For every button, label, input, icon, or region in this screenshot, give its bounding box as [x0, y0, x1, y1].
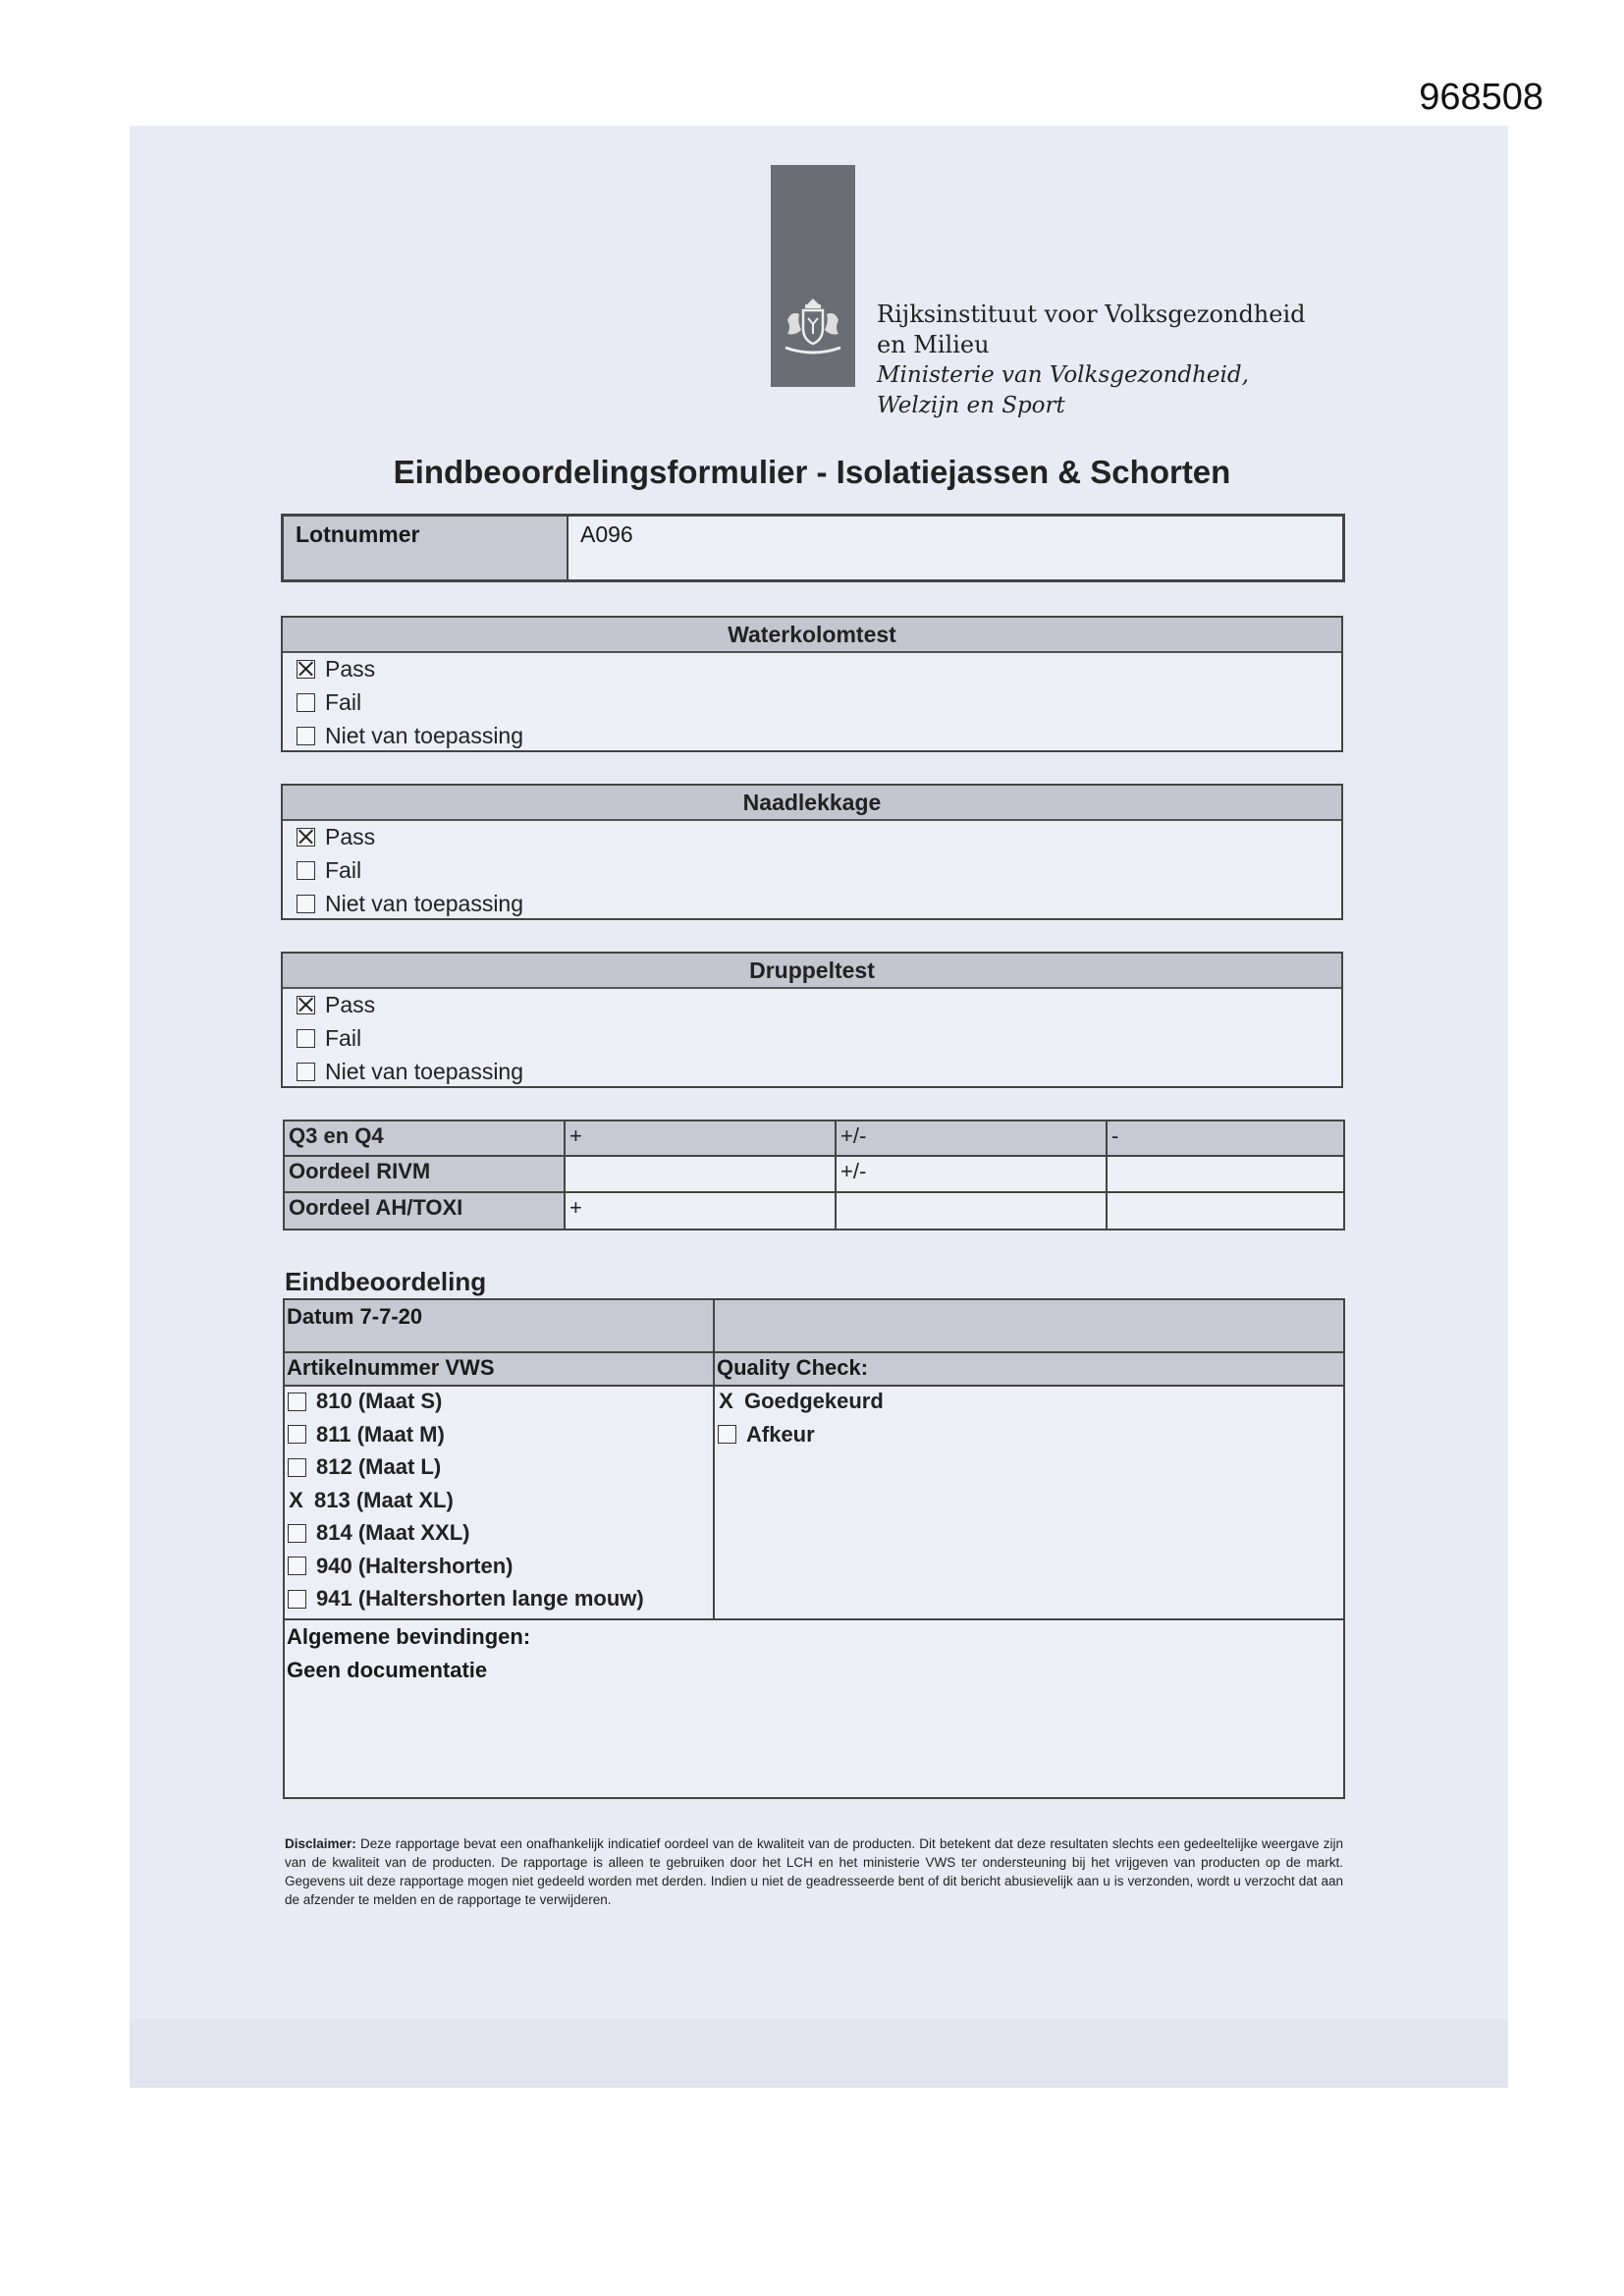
- datum-row: [285, 1300, 1343, 1353]
- test-header: Waterkolomtest: [283, 618, 1341, 653]
- form-title: Eindbeoordelingsformulier - Isolatiejassen & Schorten: [393, 454, 1231, 490]
- checkbox-empty-icon: [288, 1524, 306, 1543]
- option-label: Fail: [325, 689, 362, 715]
- bevindingen-divider: [285, 1618, 1343, 1620]
- option-label: Niet van toepassing: [325, 891, 524, 916]
- lot-label: Lotnummer: [296, 521, 420, 547]
- oordeel-row-label: Q3 en Q4: [283, 1120, 566, 1157]
- option-label: Pass: [325, 824, 376, 849]
- bevindingen-label: Algemene bevindingen:: [287, 1624, 531, 1649]
- document-number: 968508: [1419, 77, 1543, 118]
- oordeel-cell: +: [564, 1191, 837, 1230]
- checkbox-empty-icon: [718, 1425, 736, 1444]
- option-label: Fail: [325, 1025, 362, 1051]
- list-item: [288, 1454, 441, 1480]
- item-label: 812 (Maat L): [316, 1454, 442, 1479]
- option-nvt: [297, 1059, 523, 1085]
- item-label: 940 (Haltershorten): [316, 1553, 514, 1578]
- org-line-2: en Milieu: [877, 331, 990, 358]
- option-label: Pass: [325, 992, 376, 1017]
- item-label: 811 (Maat M): [316, 1421, 445, 1447]
- crest-icon: [778, 291, 848, 361]
- option-label: Niet van toepassing: [325, 1059, 524, 1084]
- oordeel-cell: [564, 1155, 837, 1193]
- list-item: [288, 1488, 454, 1513]
- x-mark-icon: X: [289, 1487, 303, 1512]
- checkbox-checked-icon: [297, 996, 315, 1014]
- artikel-header: Artikelnummer VWS: [287, 1355, 495, 1380]
- disclaimer: [285, 1834, 1343, 1909]
- checkbox-empty-icon: [297, 861, 315, 880]
- list-item: [288, 1389, 442, 1414]
- lot-box: [281, 514, 1345, 582]
- checkbox-empty-icon: [288, 1458, 306, 1477]
- checkbox-empty-icon: [297, 727, 315, 745]
- list-item: [288, 1586, 644, 1612]
- item-label: 941 (Haltershorten lange mouw): [316, 1586, 644, 1611]
- checkbox-checked-icon: [297, 660, 315, 679]
- checkbox-empty-icon: [288, 1557, 306, 1575]
- list-item: [718, 1422, 815, 1448]
- option-pass: [297, 992, 375, 1018]
- item-label: 810 (Maat S): [316, 1389, 443, 1413]
- option-label: Fail: [325, 857, 362, 883]
- option-fail: [297, 1025, 361, 1052]
- list-item: [288, 1422, 445, 1448]
- oordeel-cell: [835, 1191, 1108, 1230]
- checkbox-empty-icon: [297, 693, 315, 712]
- option-nvt: [297, 891, 523, 917]
- checkbox-empty-icon: [297, 895, 315, 913]
- oordeel-row-label: Oordeel RIVM: [283, 1155, 566, 1193]
- test-box-naadlekkage: [281, 784, 1343, 920]
- org-line-1: Rijksinstituut voor Volksgezondheid: [877, 301, 1306, 328]
- oordeel-row-label: Oordeel AH/TOXI: [283, 1191, 566, 1230]
- eindbeoordeling-box: [283, 1298, 1345, 1799]
- datum-label: Datum 7-7-20: [287, 1304, 423, 1329]
- checkbox-empty-icon: [288, 1590, 306, 1609]
- lot-label-cell: [284, 517, 568, 579]
- oordeel-cell: [1106, 1191, 1345, 1230]
- option-pass: [297, 824, 375, 850]
- column-divider: [713, 1300, 715, 1619]
- checkbox-empty-icon: [297, 1063, 315, 1081]
- org-line-4: Welzijn en Sport: [877, 393, 1065, 418]
- checkbox-empty-icon: [288, 1425, 306, 1444]
- list-item: [288, 1554, 514, 1579]
- option-label: Niet van toepassing: [325, 723, 524, 748]
- test-box-waterkolomtest: [281, 616, 1343, 752]
- option-nvt: [297, 723, 523, 749]
- test-header: Druppeltest: [283, 954, 1341, 989]
- test-box-druppeltest: [281, 952, 1343, 1088]
- checkbox-empty-icon: [297, 1029, 315, 1048]
- item-label: Goedgekeurd: [744, 1389, 884, 1413]
- disclaimer-text: Deze rapportage bevat een onafhankelijk indicatief oordeel van de kwaliteit van de producten. Dit betekent dat deze resultaten slechts een gedeeltelijke weergave zijn van de kwaliteit van de producten. De rapportage is alleen te gebruiken door het LCH en het ministerie VWS ter ondersteuning bij het vrijgeven van producten op de markt. Gegevens uit deze rapportage mogen niet gedeeld worden met derden. Indien u niet de geadresseerde bent of dit bericht abusievelijk aan u is verzonden, wordt u verzocht dat aan de afzender te melden en de rapportage te verwijderen.: [285, 1836, 1343, 1907]
- disclaimer-label: Disclaimer:: [285, 1836, 356, 1851]
- quality-header: Quality Check:: [717, 1355, 869, 1380]
- lot-value: A096: [580, 521, 633, 547]
- test-header: Naadlekkage: [283, 786, 1341, 821]
- oordeel-cell: +: [564, 1120, 837, 1157]
- oordeel-cell: +/-: [835, 1155, 1108, 1193]
- eindbeoordeling-heading: Eindbeoordeling: [285, 1267, 487, 1296]
- item-label: 814 (Maat XXL): [316, 1520, 470, 1545]
- organisation-name: [877, 300, 1306, 421]
- org-line-3: Ministerie van Volksgezondheid,: [877, 362, 1249, 388]
- checkbox-checked-icon: [297, 828, 315, 847]
- oordeel-cell: +/-: [835, 1120, 1108, 1157]
- oordeel-cell: [1106, 1155, 1345, 1193]
- item-label: Afkeur: [746, 1421, 815, 1447]
- option-fail: [297, 857, 361, 884]
- oordeel-cell: -: [1106, 1120, 1345, 1157]
- x-mark-icon: X: [719, 1389, 733, 1413]
- option-label: Pass: [325, 656, 376, 682]
- bevindingen-text: Geen documentatie: [287, 1658, 488, 1682]
- checkbox-empty-icon: [288, 1393, 306, 1411]
- list-item: [288, 1520, 470, 1546]
- list-item: [718, 1389, 884, 1414]
- item-label: 813 (Maat XL): [314, 1487, 454, 1512]
- option-pass: [297, 656, 375, 683]
- option-fail: [297, 689, 361, 716]
- sheet-bottom-shade: [130, 2019, 1508, 2088]
